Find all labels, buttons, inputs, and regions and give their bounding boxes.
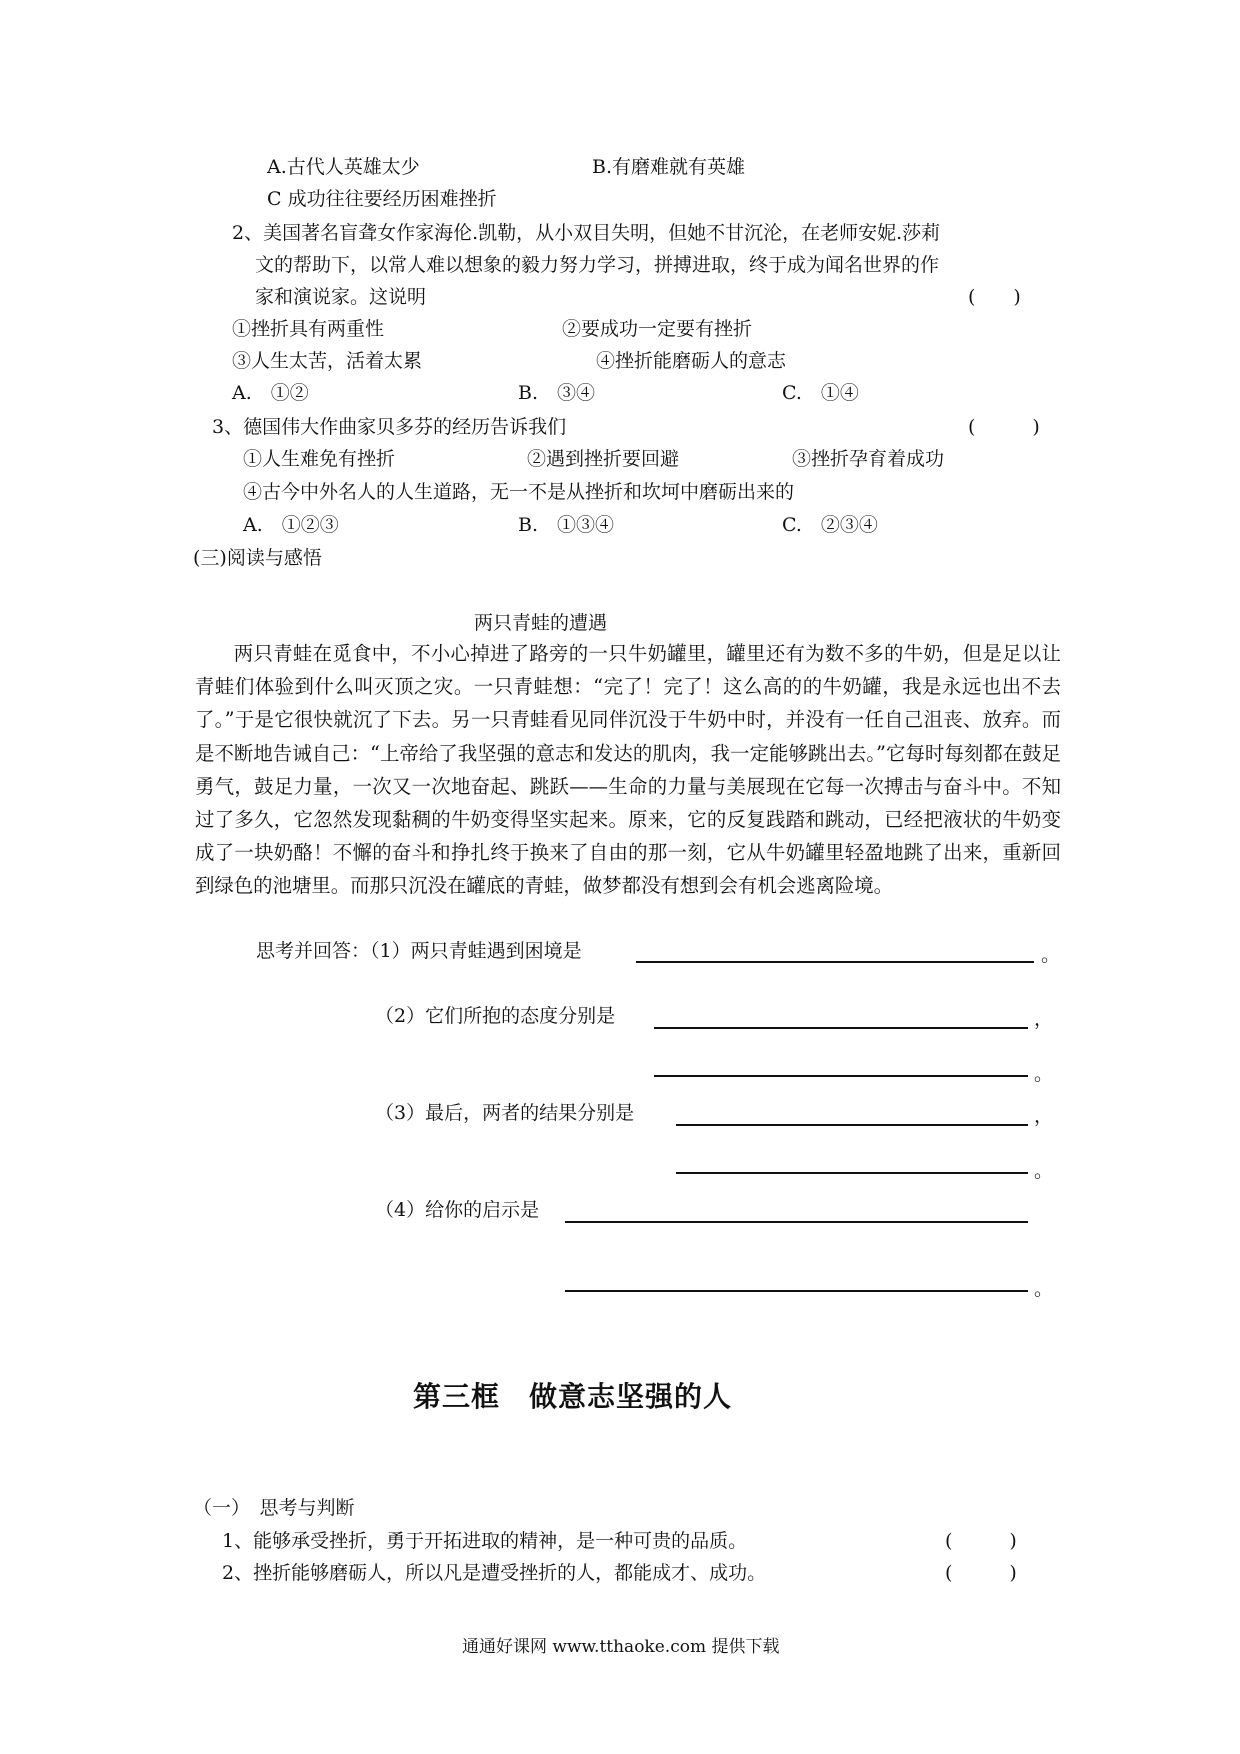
q3-option-a: A. ①②③ — [243, 514, 339, 536]
q2-stem-line2: 文的帮助下，以常人难以想象的毅力努力学习，拼搏进取，终于成为闻名世界的作 — [255, 254, 940, 276]
section3-heading: (三)阅读与感悟 — [193, 547, 322, 569]
q3-item-4: ④古今中外名人的人生道路，无一不是从挫折和坎坷中磨砺出来的 — [243, 481, 795, 503]
think-q4-label: （4）给你的启示是 — [375, 1199, 540, 1221]
answer-line-q2a[interactable] — [654, 1027, 1028, 1029]
q4-period: 。 — [1034, 1278, 1054, 1300]
q3-item-1: ①人生难免有挫折 — [243, 448, 396, 470]
q1-option-b: B.有磨难就有英雄 — [592, 156, 746, 178]
q2-item-4: ④挫折能磨砺人的意志 — [596, 350, 787, 372]
think-prefix — [256, 938, 582, 964]
think-prefix-label: 思考并回答： — [256, 940, 371, 962]
q2-item-2: ②要成功一定要有挫折 — [562, 318, 753, 340]
chapter-title: 第三框 做意志坚强的人 — [413, 1380, 733, 1413]
q2-comma: ， — [1034, 1008, 1054, 1030]
answer-line-q3b[interactable] — [676, 1172, 1028, 1174]
judge-1-paren: ( ) — [945, 1530, 1017, 1552]
q2-option-c: C. ①④ — [782, 382, 859, 404]
q1-period: 。 — [1041, 944, 1061, 966]
judge-heading: （一） 思考与判断 — [193, 1497, 355, 1519]
page-footer: 通通好课网 www.tthaoke.com 提供下载 — [462, 1637, 780, 1657]
judge-2-paren: ( ) — [945, 1562, 1017, 1584]
story-body — [195, 637, 1061, 903]
q2-stem-line1: 2、美国著名盲聋女作家海伦.凯勒，从小双目失明，但她不甘沉沦，在老师安妮.莎莉 — [232, 222, 941, 244]
answer-line-q2b[interactable] — [654, 1075, 1028, 1077]
q1-option-a: A.古代人英雄太少 — [267, 156, 420, 178]
answer-line-q4b[interactable] — [565, 1290, 1028, 1292]
think-q2-label: （2）它们所抱的态度分别是 — [375, 1005, 616, 1027]
q3-stem: 3、德国伟大作曲家贝多芬的经历告诉我们 — [212, 416, 567, 438]
judge-item-1: 1、能够承受挫折，勇于开拓进取的精神，是一种可贵的品质。 — [222, 1530, 748, 1552]
story-title: 两只青蛙的遭遇 — [474, 612, 608, 634]
think-q1-label: （1）两只青蛙遇到困境是 — [370, 940, 582, 962]
q2-option-b: B. ③④ — [518, 382, 596, 404]
q3-item-2: ②遇到挫折要回避 — [527, 448, 680, 470]
think-q3-label: （3）最后，两者的结果分别是 — [375, 1102, 635, 1124]
q2-option-a: A. ①② — [232, 382, 309, 404]
q3-comma: ， — [1034, 1105, 1054, 1127]
q2-period: 。 — [1034, 1063, 1054, 1085]
answer-line-q1[interactable] — [636, 961, 1034, 963]
q2-stem-line3: 家和演说家。这说明 — [255, 286, 427, 308]
story-paragraph: 两只青蛙在觅食中，不小心掉进了路旁的一只牛奶罐里，罐里还有为数不多的牛奶，但是足以让青蛙们体验到什么叫灭顶之灾。一只青蛙想：“完了！完了！这么高的的牛奶罐，我是永远也出不去了。”于是它很快就沉了下去。另一只青蛙看见同伴沉没于牛奶中时，并没有一任自己沮丧、放弃。而是不断地告诫自己：“上帝给了我坚强的意志和发达的肌肉，我一定能够跳出去。”它每时每刻都在鼓足勇气，鼓足力量，一次又一次地奋起、跳跃——生命的力量与美展现在它每一次搏击与奋斗中。不知过了多久，它忽然发现黏稠的牛奶变得坚实起来。原来，它的反复践踏和跳动，已经把液状的牛奶变成了一块奶酪！不懈的奋斗和挣扎终于换来了自由的那一刻，它从牛奶罐里轻盈地跳了出来，重新回到绿色的池塘里。而那只沉没在罐底的青蛙，做梦都没有想到会有机会逃离险境。 — [195, 642, 1061, 898]
q3-option-c: C. ②③④ — [782, 514, 878, 536]
judge-item-2: 2、挫折能够磨砺人，所以凡是遭受挫折的人，都能成才、成功。 — [222, 1562, 767, 1584]
answer-line-q3a[interactable] — [676, 1124, 1028, 1126]
q3-period: 。 — [1034, 1160, 1054, 1182]
q3-answer-paren: ( ) — [968, 416, 1040, 438]
q2-item-3: ③人生太苦，活着太累 — [232, 350, 423, 372]
answer-line-q4a[interactable] — [565, 1221, 1028, 1223]
q1-option-c: C 成功往往要经历困难挫折 — [267, 188, 497, 210]
q2-item-1: ①挫折具有两重性 — [232, 318, 385, 340]
q3-option-b: B. ①③④ — [518, 514, 615, 536]
q2-answer-paren: ( ) — [968, 286, 1021, 308]
q3-item-3: ③挫折孕育着成功 — [792, 448, 945, 470]
